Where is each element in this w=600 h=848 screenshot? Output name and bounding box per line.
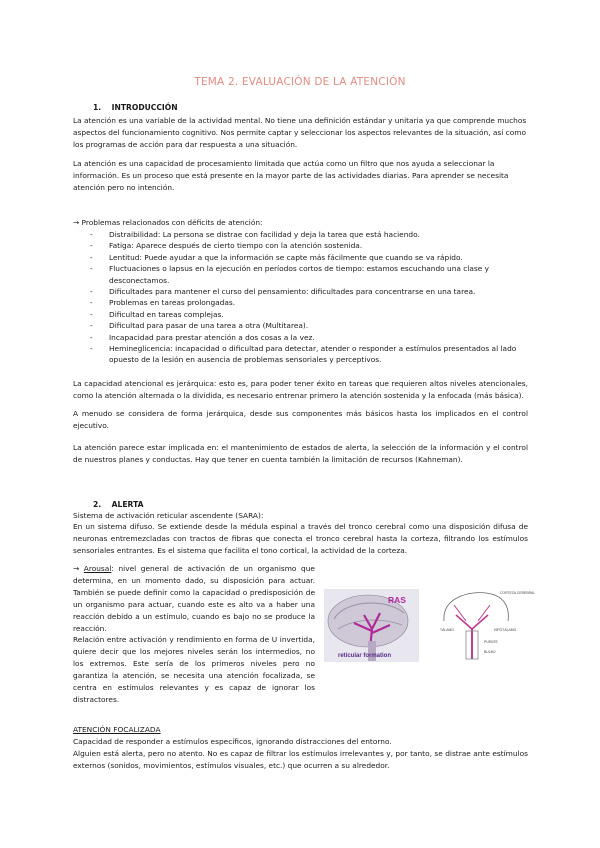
arousal-term: Arousal <box>83 564 112 573</box>
brain-label: PUENTE <box>484 640 498 644</box>
hierarchy-paragraph: La capacidad atencional es jerárquica: esto es, para poder tener éxito en tareas que requieren altos niveles atencionales, como la atención alternada o la dividida, es necesario entrenar primero la atención sostenida y la enfocada (más básica). <box>73 379 528 400</box>
list-item: - Incapacidad para prestar atención a dos cosas a la vez. <box>90 332 315 342</box>
ras-label: RAS <box>388 595 406 605</box>
intro-paragraph-1: La atención es una variable de la actividad mental. No tiene una definición estándar y unitaria ya que comprende muchos aspectos del funcionamiento cognitivo. Nos permite captar y seleccionar los aspectos relevantes de la situación, así como los programas de acción para dar respuesta a una situación. <box>73 116 527 149</box>
ras-brain-figure <box>324 589 419 662</box>
problems-intro: → Problemas relacionados con déficits de atención: <box>73 218 263 227</box>
arrow: → <box>73 564 84 573</box>
reticular-label: reticular formation <box>338 653 392 659</box>
section-heading-introduccion <box>93 103 178 112</box>
section-number: 1. <box>93 103 102 112</box>
intro-paragraph-2: La atención es una capacidad de procesamiento limitada que actúa como un filtro que nos ayuda a seleccionar la información. Es un proceso que está presente en la mayor parte de las actividades diarias. Para aprender se necesita atención pero no intención. <box>73 159 509 192</box>
focal-paragraph-1: Capacidad de responder a estímulos específicos, ignorando distracciones del entorno. <box>73 737 392 746</box>
list-item: - Hemineglicencia: incapacidad o dificultad para detectar, atender o responder a estímulos presentados al lado opuesto de la lesión en ausencia de problemas sensoriales y perceptivos. <box>90 344 517 365</box>
list-item: - Dificultades para mantener el curso del pensamiento: dificultades para concentrarse en una tarea. <box>90 287 476 297</box>
focal-paragraph-2: Alguien está alerta, pero no atento. No es capaz de filtrar los estímulos irrelevantes y, por tanto, se distrae ante estímulos externos (sonidos, movimientos, estímulos visuales, etc.) que ocurren a su alrededor. <box>73 749 528 770</box>
focal-heading: ATENCIÓN FOCALIZADA <box>73 725 161 734</box>
brain-label: HIPOTÁLAMO <box>494 628 517 632</box>
section-title: INTRODUCCIÓN <box>111 103 178 112</box>
list-item: - Problemas en tareas prolongadas. <box>90 298 236 308</box>
list-item: - Fatiga: Aparece después de cierto tiempo con la atención sostenida. <box>90 241 363 251</box>
section-number: 2. <box>93 500 102 509</box>
sara-line: Sistema de activación reticular ascendente (SARA): <box>73 511 264 520</box>
page-title: TEMA 2. EVALUACIÓN DE LA ATENCIÓN <box>194 76 406 88</box>
sara-paragraph: En un sistema difuso. Se extiende desde la médula espinal a través del tronco cerebral como una disposición difusa de neuronas entremezcladas con tractos de fibras que conecta el tronco cerebral hasta la corteza, filtrando los estímulos sensoriales entrantes. Es el sistema que facilita el tono cortical, la actividad de la corteza. <box>73 522 528 555</box>
arousal-block <box>73 563 315 706</box>
list-item: - Lentitud: Puede ayudar a que la información se capte más fácilmente que cuando se va rápido. <box>90 252 463 262</box>
list-item: - Fluctuaciones o lapsus en la ejecución en períodos cortos de tiempo: estamos escuchando una clase y desconectamos. <box>90 264 490 285</box>
brain-label: TÁLAMO <box>440 628 454 632</box>
implication-paragraph: La atención parece estar implicada en: el mantenimiento de estados de alerta, la selección de la información y el control de nuestros planes y conductas. Hay que tener en cuenta también la limitación de recursos (Kahneman). <box>73 443 528 464</box>
brain-label: CORTEZA CEREBRAL <box>500 591 536 595</box>
arousal-definition: : nivel general de activación de un organismo que determina, en un momento dado, su disposición para actuar. También se puede definir como la capacidad o predisposición de un organismo para actuar, cuando este es alto va a haber una reacción debido a un estímulo, cuando es bajo no se produce la reacción. <box>73 564 315 633</box>
brain-label: BULBO <box>484 650 496 654</box>
relation-text: Relación entre activación y rendimiento en forma de U invertida, quiere decir que los mejores niveles serán los intermedios, no los extremos. Este sería de los primeros niveles pero no garantiza la atención, se necesita una atención focalizada, se centra en estímulos relevantes y es capaz de ignorar los distractores. <box>73 635 315 704</box>
brain-diagram-figure <box>434 585 536 663</box>
list-item: - Dificultad para pasar de una tarea a otra (Multitarea). <box>90 321 309 331</box>
hierarchy-paragraph-2: A menudo se considera de forma jerárquica, desde sus componentes más básicos hasta los implicados en el control ejecutivo. <box>73 409 528 430</box>
section-title: ALERTA <box>111 500 144 509</box>
problems-list <box>73 229 533 366</box>
list-item: - Distraibilidad: La persona se distrae con facilidad y deja la tarea que está haciendo. <box>90 230 420 239</box>
section-heading-alerta <box>93 500 144 509</box>
list-item: - Dificultad en tareas complejas. <box>90 309 224 319</box>
